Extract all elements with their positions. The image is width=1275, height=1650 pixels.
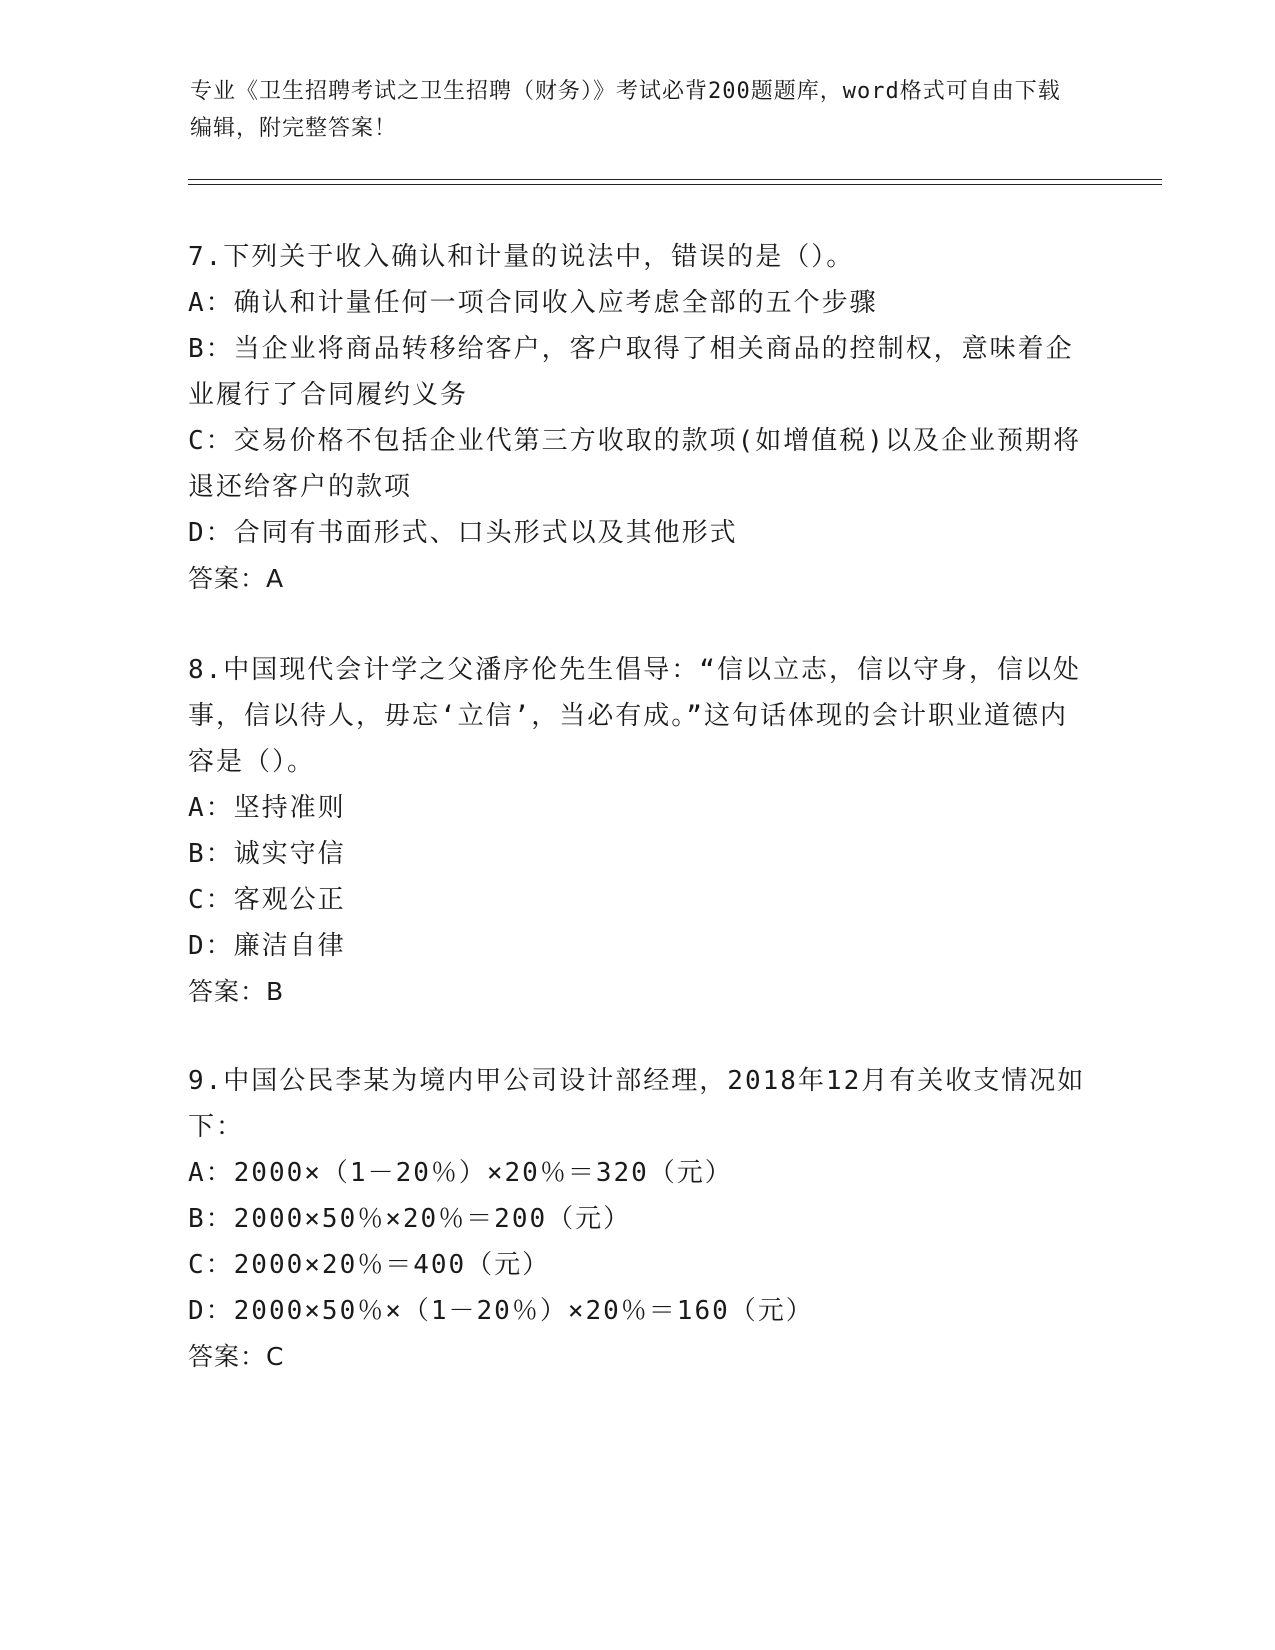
option-d: D：合同有书面形式、口头形式以及其他形式 bbox=[188, 518, 738, 548]
option-c: C：客观公正 bbox=[188, 885, 346, 915]
option-a: A：坚持准则 bbox=[188, 793, 346, 823]
document-header: 专业《卫生招聘考试之卫生招聘（财务）》考试必背200题题库，word格式可自由下载编辑，附完整答案！ bbox=[190, 79, 1061, 141]
header-divider-top bbox=[188, 179, 1162, 180]
question-8 bbox=[188, 647, 1088, 1015]
question-stem: 7.下列关于收入确认和计量的说法中，错误的是（）。 bbox=[188, 242, 855, 272]
option-b: B：当企业将商品转移给客户，客户取得了相关商品的控制权，意味着企业履行了合同履约义务 bbox=[188, 334, 1074, 410]
question-7 bbox=[188, 234, 1088, 602]
option-d: D：廉洁自律 bbox=[188, 931, 346, 961]
question-stem: 9.中国公民李某为境内甲公司设计部经理，2018年12月有关收支情况如下： bbox=[188, 1066, 1086, 1142]
option-b: B：诚实守信 bbox=[188, 839, 346, 869]
question-stem: 8.中国现代会计学之父潘序伦先生倡导：“信以立志，信以守身，信以处事，信以待人，毋忘‘立信’，当必有成。”这句话体现的会计职业道德内容是（）。 bbox=[188, 655, 1081, 777]
option-a: A：2000×（1－20％）×20％＝320（元） bbox=[188, 1158, 733, 1188]
answer-line: 答案：B bbox=[188, 977, 285, 1006]
answer-line: 答案：C bbox=[188, 1342, 285, 1371]
option-d: D：2000×50％×（1－20％）×20％＝160（元） bbox=[188, 1296, 814, 1326]
header-divider-bottom bbox=[188, 184, 1162, 185]
option-c: C：交易价格不包括企业代第三方收取的款项(如增值税)以及企业预期将退还给客户的款项 bbox=[188, 426, 1081, 502]
option-b: B：2000×50％×20％＝200（元） bbox=[188, 1204, 632, 1234]
answer-line: 答案：A bbox=[188, 564, 285, 593]
option-a: A：确认和计量任何一项合同收入应考虑全部的五个步骤 bbox=[188, 288, 878, 318]
option-c: C：2000×20％＝400（元） bbox=[188, 1250, 551, 1280]
question-9 bbox=[188, 1058, 1088, 1380]
